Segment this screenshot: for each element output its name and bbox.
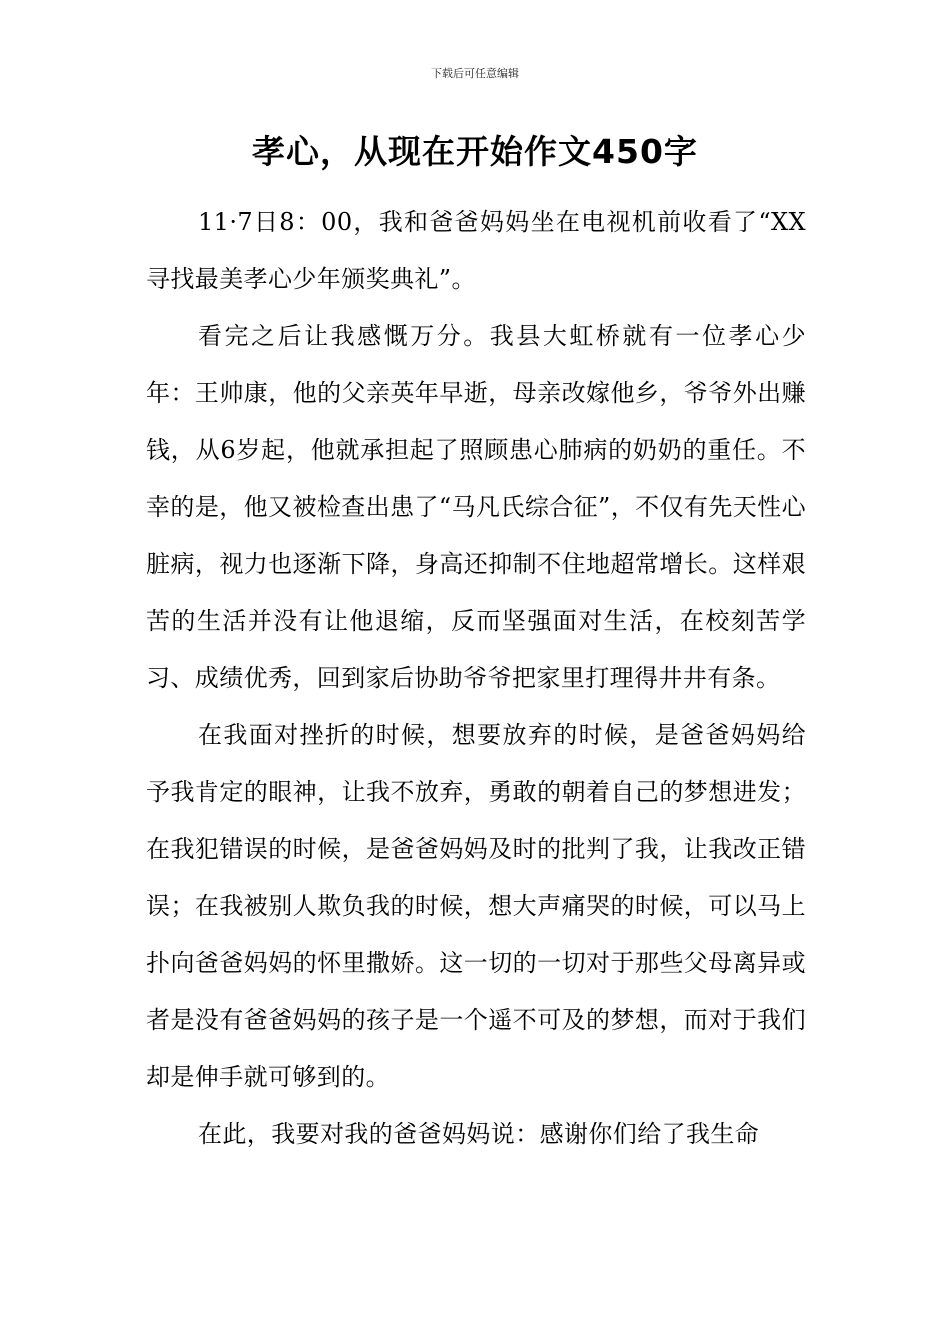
document-body bbox=[146, 194, 806, 1163]
paragraph: 看完之后让我感慨万分。我县大虹桥就有一位孝心少年：王帅康，他的父亲英年早逝，母亲改嫁他乡，爷爷外出赚钱，从6岁起，他就承担起了照顾患心肺病的奶奶的重任。不幸的是，他又被检查出患了“马凡氏综合征”，不仅有先天性心脏病，视力也逐渐下降，身高还抑制不住地超常增长。这样艰苦的生活并没有让他退缩，反而坚强面对生活，在校刻苦学习、成绩优秀，回到家后协助爷爷把家里打理得井井有条。 bbox=[146, 322, 806, 692]
paragraph: 在我面对挫折的时候，想要放弃的时候，是爸爸妈妈给予我肯定的眼神，让我不放弃，勇敢的朝着自己的梦想进发；在我犯错误的时候，是爸爸妈妈及时的批判了我，让我改正错误；在我被别人欺负我的时候，想大声痛哭的时候，可以马上扑向爸爸妈妈的怀里撒娇。这一切的一切对于那些父母离异或者是没有爸爸妈妈的孩子是一个遥不可及的梦想，而对于我们却是伸手就可够到的。 bbox=[146, 721, 806, 1091]
paragraph: 11·7日8：00，我和爸爸妈妈坐在电视机前收看了“XX寻找最美孝心少年颁奖典礼”。 bbox=[146, 208, 806, 293]
document-title: 孝心，从现在开始作文450字 bbox=[252, 132, 698, 171]
header-note: 下载后可任意编辑 bbox=[431, 67, 519, 80]
paragraph: 在此，我要对我的爸爸妈妈说：感谢你们给了我生命 bbox=[198, 1120, 760, 1148]
